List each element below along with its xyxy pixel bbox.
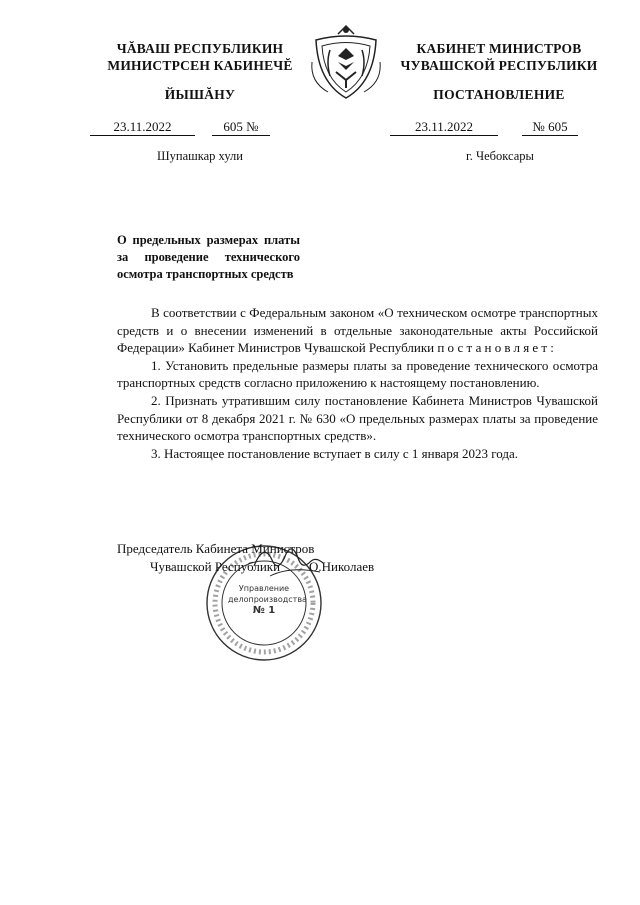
body-paragraph-1-text: В соответствии с Федеральным законом «О техническом осмотре транспортных средств и о внесении изменений в отдельные законодательные акты Российской Федерации» Кабинет Министров Чувашской Республики: [117, 305, 598, 356]
header-right-org-line2: ЧУВАШСКОЙ РЕСПУБЛИКИ: [400, 58, 598, 73]
signature-scribble-icon: [250, 536, 330, 582]
header-left-org-line2: МИНИСТРСЕН КАБИНЕЧĔ: [107, 58, 293, 73]
body-paragraph-1: [117, 304, 598, 357]
right-doctype: ПОСТАНОВЛЕНИЕ: [433, 87, 565, 102]
signature-name: О.Николаев: [309, 559, 375, 574]
document-body: [117, 304, 598, 462]
left-number-field: 605 №: [212, 119, 270, 136]
coat-of-arms-icon: [308, 22, 384, 102]
header-right-org: [394, 40, 604, 74]
header-right-org-line1: КАБИНЕТ МИНИСТРОВ: [416, 41, 582, 56]
document-subject: О предельных размерах платы за проведение технического осмотра транспортных средств: [117, 233, 300, 281]
right-place: г. Чебоксары: [466, 149, 534, 163]
resolve-word: постановляет:: [437, 340, 558, 356]
right-number-field: № 605: [522, 119, 578, 136]
header-left-org-line1: ЧĂВАШ РЕСПУБЛИКИН: [116, 41, 284, 56]
stamp-line-2: делопроизводства: [228, 595, 307, 604]
signature-title-line1: Председатель Кабинета Министров: [117, 541, 315, 556]
body-paragraph-3: 2. Признать утратившим силу постановление Кабинета Министров Чувашской Республики от 8 декабря 2021 г. № 630 «О предельных размерах платы за проведение технического осмотра транспортных средств».: [117, 392, 598, 444]
left-date-field: 23.11.2022: [90, 119, 195, 136]
body-paragraph-2: 1. Установить предельные размеры платы за проведение технического осмотра транспортных средств согласно приложению к настоящему постановлению.: [117, 357, 598, 391]
coat-of-arms-emblem: [308, 22, 384, 102]
signature-title-line2: Чувашской Республики: [150, 559, 281, 574]
handwritten-signature: [250, 536, 330, 582]
stamp-center-text: [228, 583, 307, 616]
body-paragraph-4: 3. Настоящее постановление вступает в силу с 1 января 2023 года.: [151, 445, 519, 461]
stamp-line-3: № 1: [252, 605, 276, 616]
right-date-field: 23.11.2022: [390, 119, 498, 136]
left-doctype: ЙЫШĂНУ: [164, 87, 236, 102]
header-left-org: [100, 40, 300, 74]
left-place: Шупашкар хули: [157, 149, 243, 163]
stamp-line-1: Управление: [238, 584, 290, 593]
